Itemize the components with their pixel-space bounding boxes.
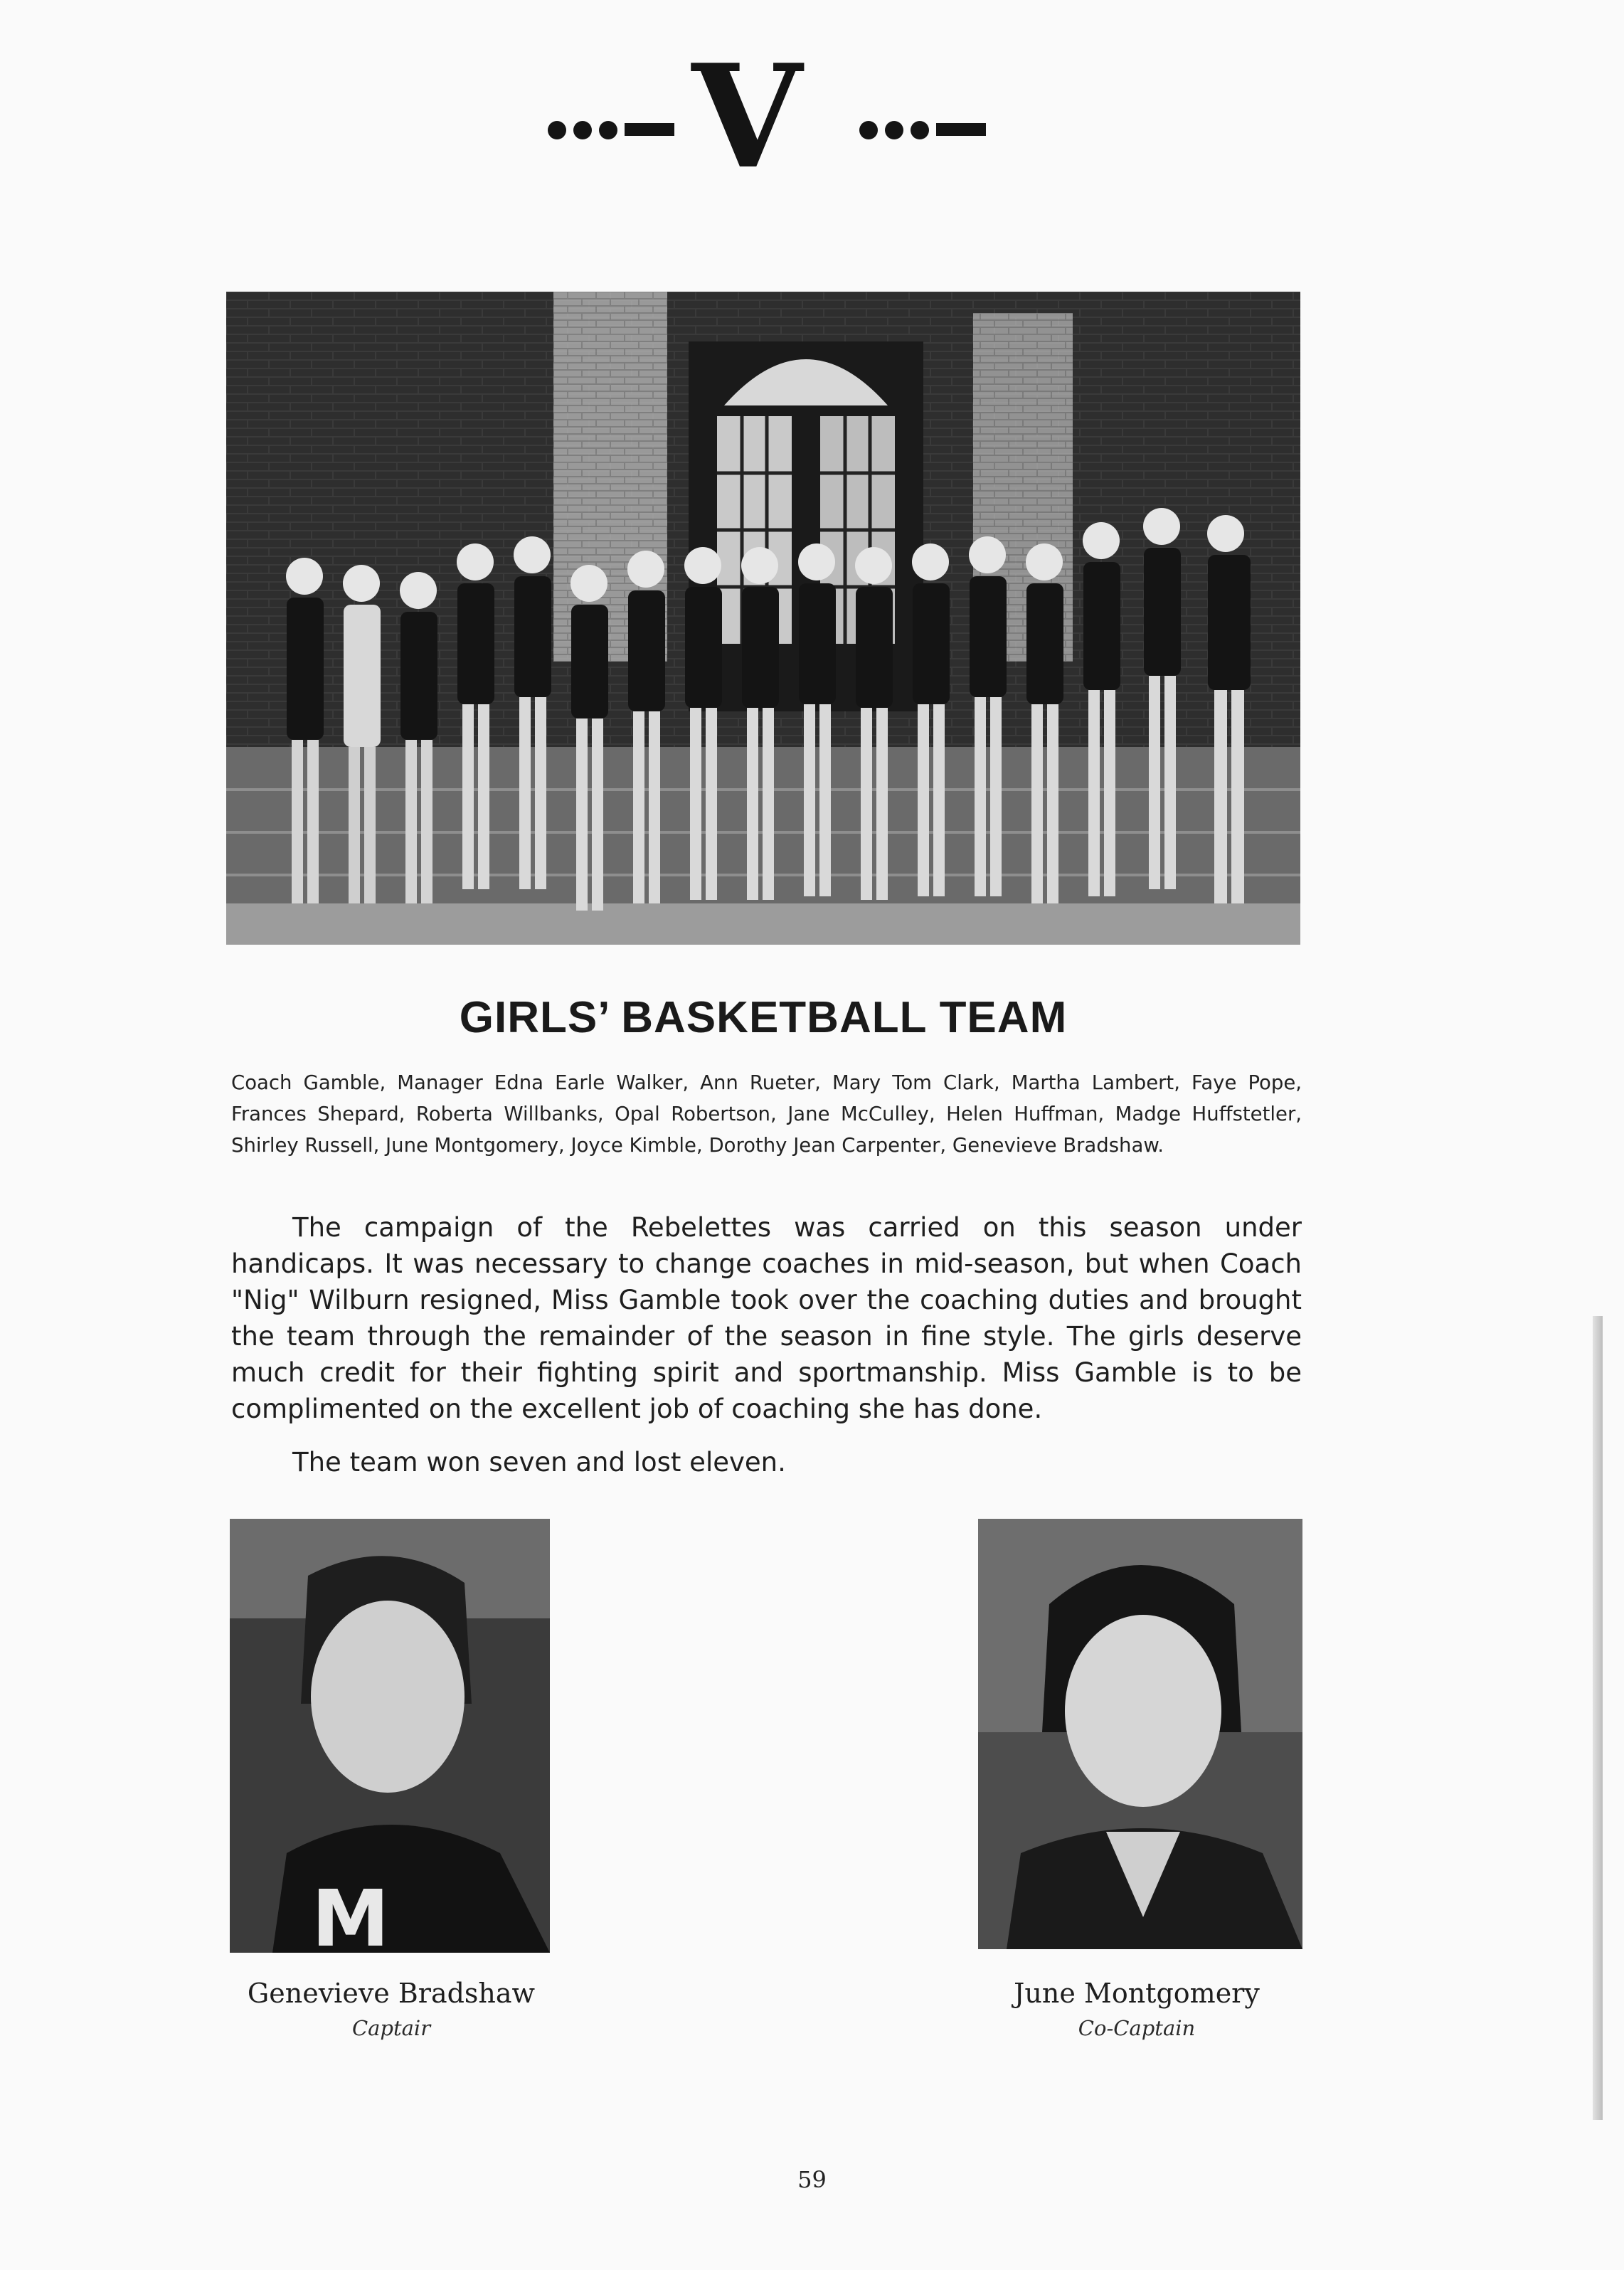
ornament-dot <box>573 121 592 139</box>
team-photo <box>226 292 1300 945</box>
captain-role: Captair <box>351 2016 431 2040</box>
team-photo-image <box>226 292 1300 945</box>
header-ornament <box>0 33 1624 201</box>
ornament-dash <box>936 123 986 136</box>
team-roster: Coach Gamble, Manager Edna Earle Walker, Ann Rueter, Mary Tom Clark, Martha Lambert, Faye Pope, Frances Shepard, Roberta Willbanks, Opal Robertson, Jane McCulley, Helen Huffman, Madge Huffstetler, Shirley Russell, June Montgomery, Joyce Kimble, Dorothy Jean Carpenter, Genevieve Bradshaw. <box>231 1071 1302 1157</box>
captain-portrait <box>230 1519 550 1953</box>
co-captain-name: June Montgomery <box>1014 1978 1260 2009</box>
ornament-dot <box>548 121 566 139</box>
captain-portrait-image <box>230 1519 550 1953</box>
co-captain-portrait-image <box>978 1519 1302 1949</box>
ornament-dot <box>911 121 929 139</box>
ornament-dot <box>885 121 903 139</box>
ornament-dash <box>625 123 674 136</box>
section-letter: V <box>691 33 802 201</box>
season-summary-paragraph: The campaign of the Rebelettes was carried on this season under handicaps. It was necessary to change coaches in mid-season, but when Coach "Nig" Wilburn resigned, Miss Gamble took over the coaching duties and brought the team through the remainder of the season in fine style. The girls deserve much credit for their fighting spirit and sportmanship. Miss Gamble is to be complimented on the excellent job of coaching she has done. <box>231 1212 1302 1424</box>
ornament-dot <box>599 121 617 139</box>
page-edge-shadow <box>1593 1316 1603 2120</box>
page-title: GIRLS’ BASKETBALL TEAM <box>459 993 1068 1042</box>
ornament-dot <box>859 121 878 139</box>
season-summary <box>231 1209 1302 1427</box>
captain-name: Genevieve Bradshaw <box>247 1978 536 2009</box>
co-captain-role: Co-Captain <box>1078 2016 1196 2040</box>
season-record: The team won seven and lost eleven. <box>292 1447 786 1478</box>
co-captain-portrait <box>978 1519 1302 1949</box>
page-number: 59 <box>797 2166 827 2193</box>
svg-text:M: M <box>312 1873 390 1953</box>
